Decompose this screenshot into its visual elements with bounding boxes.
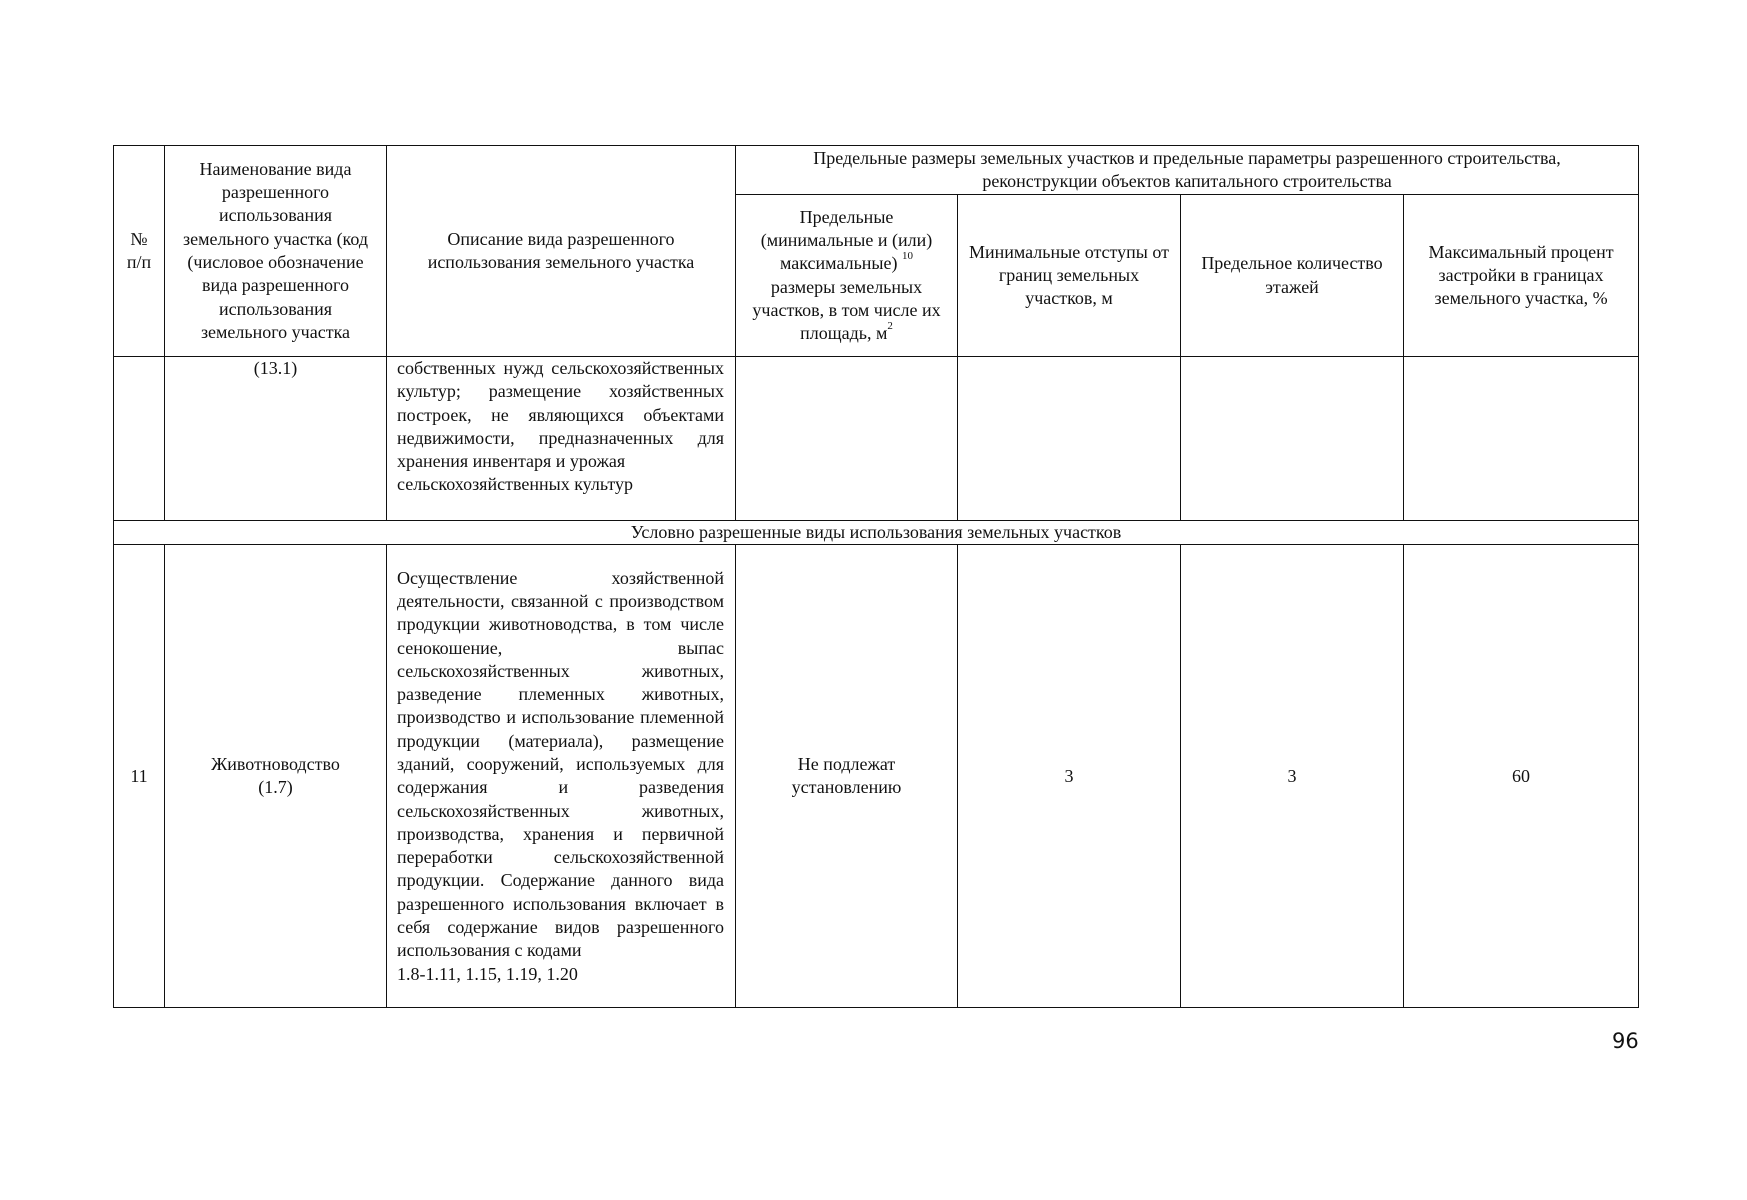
description-text: собственных нужд сельскохозяйственных культур; размещение хозяйственных построек, не являющихся объектами недвижимости, предназначенных для хранения инвентаря и урожая <box>397 358 724 472</box>
description-text: Осуществление хозяйственной деятельности, связанной с производством продукции животноводства, в том числе сенокошение, выпас сельскохозяйственных животных, разведение племенных животных, производство и использование племенной продукции (материала), размещение зданий, сооружений, используемых для содержания и разведения сельскохозяйственных животных, производства, хранения и первичной переработки сельскохозяйственной продукции. Содержание данного вида разрешенного использования включает в себя содержание видов разрешенного использования с кодами <box>397 567 724 961</box>
cell-num: 11 <box>114 545 165 1008</box>
cell-code: (13.1) <box>165 357 387 521</box>
cell-description <box>387 545 736 1008</box>
cell-description <box>387 357 736 521</box>
cell-setback <box>958 357 1181 521</box>
header-setback: Минимальные отступы от границ земельных участков, м <box>958 195 1181 357</box>
description-last-line: сельскохозяйственных культур <box>397 474 634 495</box>
cell-size: Не подлежат установлению <box>736 545 958 1008</box>
header-name: Наименование вида разрешенного использования земельного участка (код (числовое обозначение вида разрешенного использования земельного участка <box>165 146 387 357</box>
page-number: 96 <box>1612 1029 1639 1053</box>
header-size-unit-sup: 2 <box>887 320 893 333</box>
cell-size <box>736 357 958 521</box>
cell-floors <box>1181 357 1404 521</box>
cell-name <box>165 545 387 1008</box>
header-size-limits <box>736 195 958 357</box>
use-code: (1.7) <box>258 777 293 798</box>
header-size-text-2: размеры земельных участков, в том числе их площадь, м <box>752 276 941 344</box>
section-title: Условно разрешенные виды использования земельных участков <box>114 521 1639 545</box>
cell-setback: 3 <box>958 545 1181 1008</box>
cell-num <box>114 357 165 521</box>
header-num: № п/п <box>114 146 165 357</box>
header-limits-group: Предельные размеры земельных участков и предельные параметры разрешенного строительства, реконструкции объектов капитального строительства <box>736 146 1639 195</box>
cell-floors: 3 <box>1181 545 1404 1008</box>
header-description: Описание вида разрешенного использования земельного участка <box>387 146 736 357</box>
use-name: Животноводство <box>211 754 340 774</box>
header-floors: Предельное количество этажей <box>1181 195 1404 357</box>
table-row <box>114 357 1639 521</box>
table-row <box>114 545 1639 1008</box>
header-size-footnote: 10 <box>902 250 913 263</box>
regulations-table <box>113 145 1639 1008</box>
cell-coverage: 60 <box>1404 545 1639 1008</box>
description-last-line: 1.8-1.11, 1.15, 1.19, 1.20 <box>397 963 578 984</box>
header-size-text: Предельные (минимальные и (или) максимальные) <box>760 206 933 274</box>
cell-coverage <box>1404 357 1639 521</box>
header-coverage: Максимальный процент застройки в границах земельного участка, % <box>1404 195 1639 357</box>
